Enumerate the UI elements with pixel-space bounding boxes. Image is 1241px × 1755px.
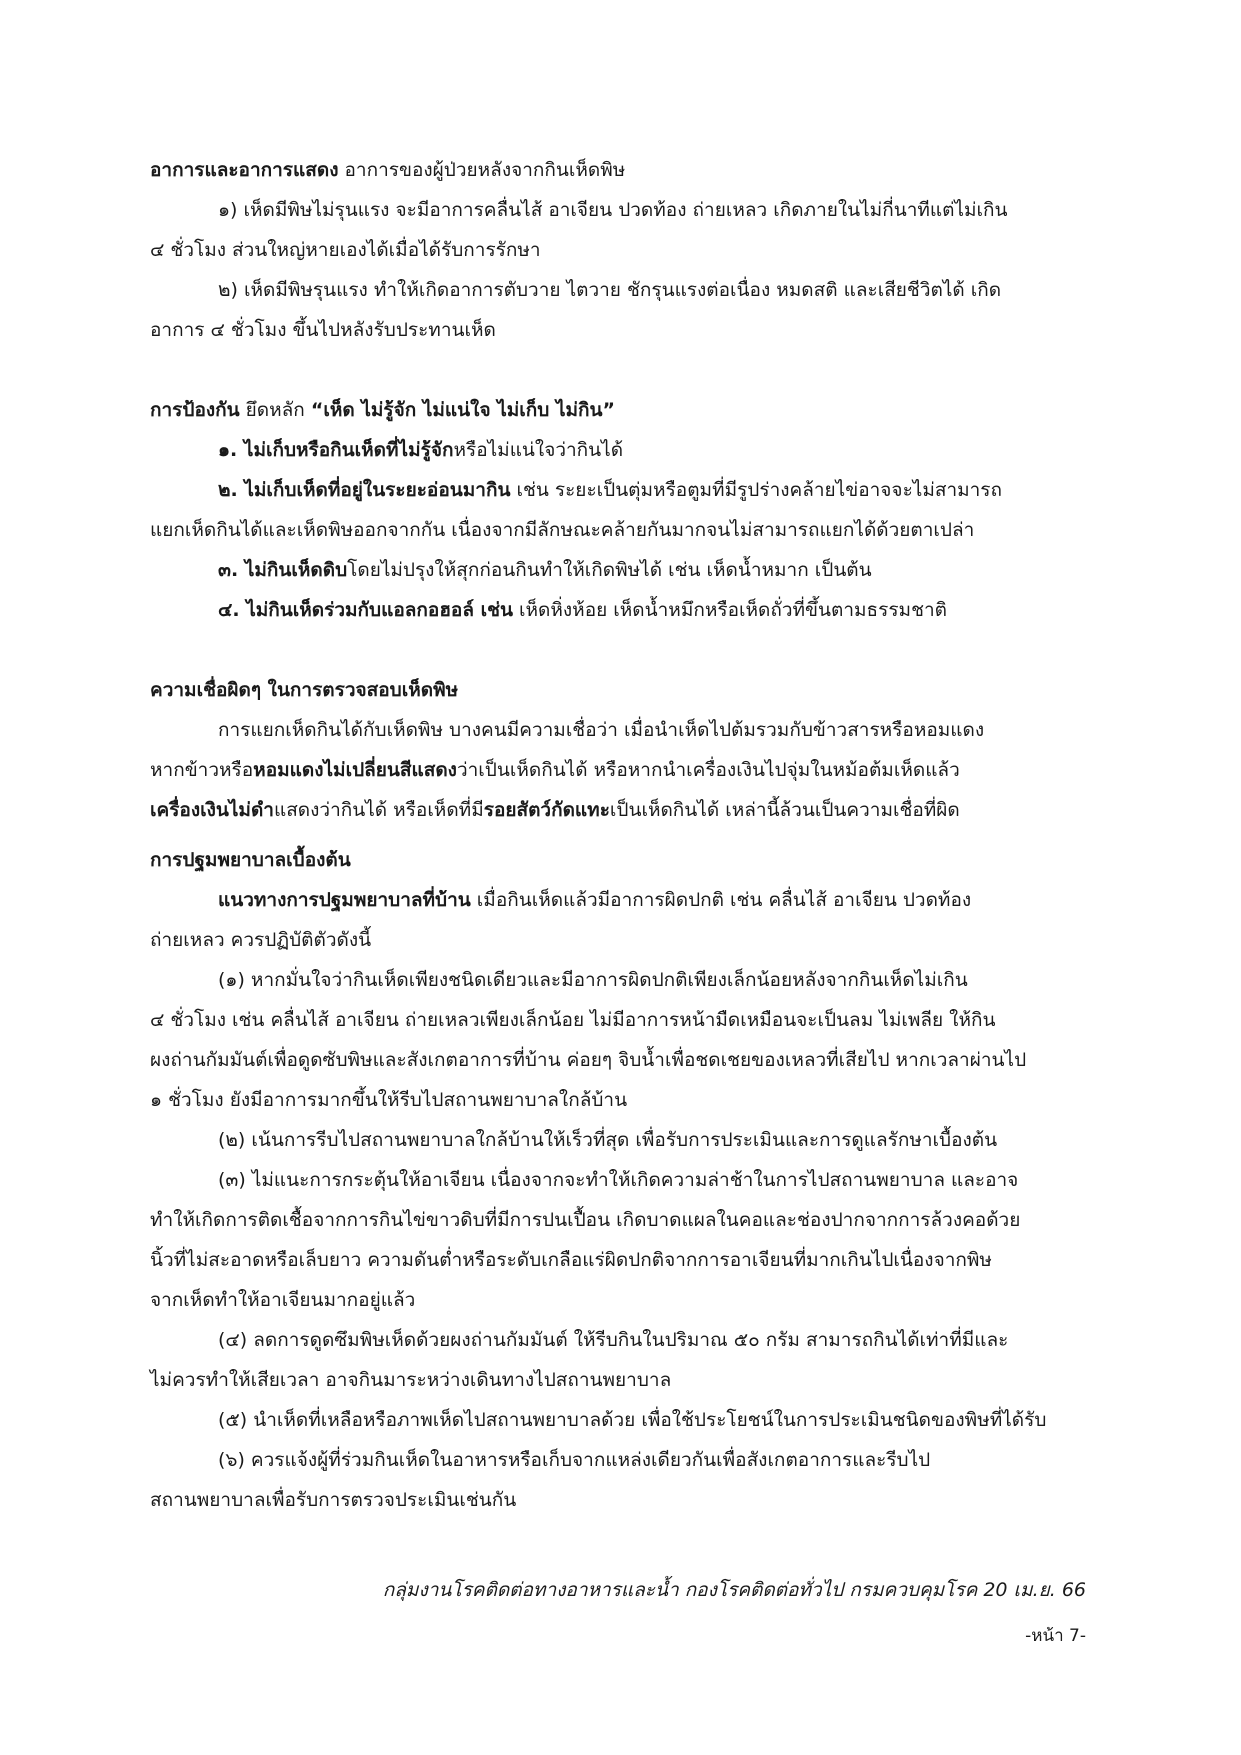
- symptoms-item-1-cont: ๔ ชั่วโมง ส่วนใหญ่หายเองได้เมื่อได้รับการรักษา: [150, 239, 541, 261]
- symptoms-item-1: ๑) เห็ดมีพิษไม่รุนแรง จะมีอาการคลื่นไส้ อาเจียน ปวดท้อง ถ่ายเหลว เกิดภายในไม่กี่นาทีแต่ไม่เกิน: [218, 199, 1008, 221]
- symptoms-heading-line: [150, 150, 1085, 190]
- prevention-motto: “เห็ด ไม่รู้จัก ไม่แน่ใจ ไม่เก็บ ไม่กิน”: [310, 399, 616, 421]
- firstaid-item-4: (๔) ลดการดูดซึมพิษเห็ดด้วยผงถ่านกัมมันต์ ให้รีบกินในปริมาณ ๕๐ กรัม สามารถกินได้เท่าที่มีและ: [218, 1329, 1009, 1351]
- firstaid-item-2: (๒) เน้นการรีบไปสถานพยาบาลใกล้บ้านให้เร็วที่สุด เพื่อรับการประเมินและการดูแลรักษาเบื้องต้น: [218, 1129, 998, 1151]
- firstaid-item-3: (๓) ไม่แนะการกระตุ้นให้อาเจียน เนื่องจากจะทำให้เกิดความล่าช้าในการไปสถานพยาบาล และอาจ: [218, 1169, 1019, 1191]
- firstaid-item-3-cont-3: จากเห็ดทำให้อาเจียนมากอยู่แล้ว: [150, 1289, 416, 1311]
- firstaid-item-4-cont: ไม่ควรทำให้เสียเวลา อาจกินมาระหว่างเดินทางไปสถานพยาบาล: [150, 1369, 672, 1391]
- firstaid-heading: การปฐมพยาบาลเบื้องต้น: [150, 849, 351, 871]
- firstaid-item-1: (๑) หากมั่นใจว่ากินเห็ดเพียงชนิดเดียวและมีอาการผิดปกติเพียงเล็กน้อยหลังจากกินเห็ดไม่เกิน: [218, 969, 968, 991]
- prevention-item-2-cont: แยกเห็ดกินได้และเห็ดพิษออกจากกัน เนื่องจากมีลักษณะคล้ายกันมากจนไม่สามารถแยกได้ด้วยตาเปล่า: [150, 519, 975, 541]
- document-body: [150, 150, 1085, 1520]
- firstaid-item-1-cont-1: ๔ ชั่วโมง เช่น คลื่นไส้ อาเจียน ถ่ายเหลวเพียงเล็กน้อย ไม่มีอาการหน้ามืดเหมือนจะเป็นลม ไม่เพลีย ให้กิน: [150, 1009, 996, 1031]
- firstaid-item-5: (๕) นำเห็ดที่เหลือหรือภาพเห็ดไปสถานพยาบาลด้วย เพื่อใช้ประโยชน์ในการประเมินชนิดของพิษที่ได้รับ: [218, 1409, 1047, 1431]
- symptoms-heading: อาการและอาการแสดง: [150, 159, 339, 181]
- firstaid-guide-cont: ถ่ายเหลว ควรปฏิบัติตัวดังนี้: [150, 929, 372, 951]
- beliefs-line-1: การแยกเห็ดกินได้กับเห็ดพิษ บางคนมีความเชื่อว่า เมื่อนำเห็ดไปต้มรวมกับข้าวสารหรือหอมแดง: [218, 719, 985, 741]
- prevention-intro: ยึดหลัก: [239, 399, 311, 421]
- prevention-item-4: ๔. ไม่กินเห็ดร่วมกับแอลกอฮอล์ เช่น เห็ดหิ่งห้อย เห็ดน้ำหมึกหรือเห็ดถั่วที่ขึ้นตามธรรมชาติ: [218, 599, 947, 621]
- beliefs-line-3: เครื่องเงินไม่ดำแสดงว่ากินได้ หรือเห็ดที่มีรอยสัตว์กัดแทะเป็นเห็ดกินได้ เหล่านี้ล้วนเป็นความเชื่อที่ผิด: [150, 799, 960, 821]
- firstaid-item-6: (๖) ควรแจ้งผู้ที่ร่วมกินเห็ดในอาหารหรือเก็บจากแหล่งเดียวกันเพื่อสังเกตอาการและรีบไป: [218, 1449, 931, 1471]
- beliefs-line-2: หากข้าวหรือหอมแดงไม่เปลี่ยนสีแสดงว่าเป็นเห็ดกินได้ หรือหากนำเครื่องเงินไปจุ่มในหม้อต้มเห็ดแล้ว: [150, 759, 960, 781]
- firstaid-item-3-cont-1: ทำให้เกิดการติดเชื้อจากการกินไข่ขาวดิบที่มีการปนเปื้อน เกิดบาดแผลในคอและช่องปากจากการล้วงคอด้วย: [150, 1209, 1021, 1231]
- symptoms-item-2-cont: อาการ ๔ ชั่วโมง ขึ้นไปหลังรับประทานเห็ด: [150, 319, 496, 341]
- prevention-item-3: ๓. ไม่กินเห็ดดิบโดยไม่ปรุงให้สุกก่อนกินทำให้เกิดพิษได้ เช่น เห็ดน้ำหมาก เป็นต้น: [218, 559, 872, 581]
- prevention-heading: การป้องกัน: [150, 399, 240, 421]
- symptoms-item-2: ๒) เห็ดมีพิษรุนแรง ทำให้เกิดอาการตับวาย ไตวาย ชักรุนแรงต่อเนื่อง หมดสติ และเสียชีวิตได้ เกิด: [218, 279, 1002, 301]
- firstaid-guide: แนวทางการปฐมพยาบาลที่บ้าน เมื่อกินเห็ดแล้วมีอาการผิดปกติ เช่น คลื่นไส้ อาเจียน ปวดท้อง: [218, 889, 972, 911]
- symptoms-intro: อาการของผู้ป่วยหลังจากกินเห็ดพิษ: [338, 159, 626, 181]
- beliefs-heading: ความเชื่อผิดๆ ในการตรวจสอบเห็ดพิษ: [150, 679, 459, 701]
- source-footer: กลุ่มงานโรคติดต่อทางอาหารและน้ำ กองโรคติดต่อทั่วไป กรมควบคุมโรค 20 เม.ย. 66: [382, 1579, 1086, 1601]
- prevention-item-1: ๑. ไม่เก็บหรือกินเห็ดที่ไม่รู้จักหรือไม่แน่ใจว่ากินได้: [218, 439, 624, 461]
- page-number: -หน้า 7-: [1025, 1626, 1086, 1646]
- prevention-item-2: ๒. ไม่เก็บเห็ดที่อยู่ในระยะอ่อนมากิน เช่น ระยะเป็นตุ่มหรือตูมที่มีรูปร่างคล้ายไข่อาจจะไม่สามารถ: [218, 479, 1003, 501]
- firstaid-item-6-cont: สถานพยาบาลเพื่อรับการตรวจประเมินเช่นกัน: [150, 1489, 517, 1511]
- firstaid-item-1-cont-2: ผงถ่านกัมมันต์เพื่อดูดซับพิษและสังเกตอาการที่บ้าน ค่อยๆ จิบน้ำเพื่อชดเชยของเหลวที่เสียไป หากเวลาผ่านไป: [150, 1049, 1027, 1071]
- prevention-heading-line: [150, 390, 1085, 430]
- firstaid-item-1-cont-3: ๑ ชั่วโมง ยังมีอาการมากขึ้นให้รีบไปสถานพยาบาลใกล้บ้าน: [150, 1089, 628, 1111]
- firstaid-item-3-cont-2: นิ้วที่ไม่สะอาดหรือเล็บยาว ความดันต่ำหรือระดับเกลือแร่ผิดปกติจากการอาเจียนที่มากเกินไปเนื่องจากพิษ: [150, 1249, 992, 1271]
